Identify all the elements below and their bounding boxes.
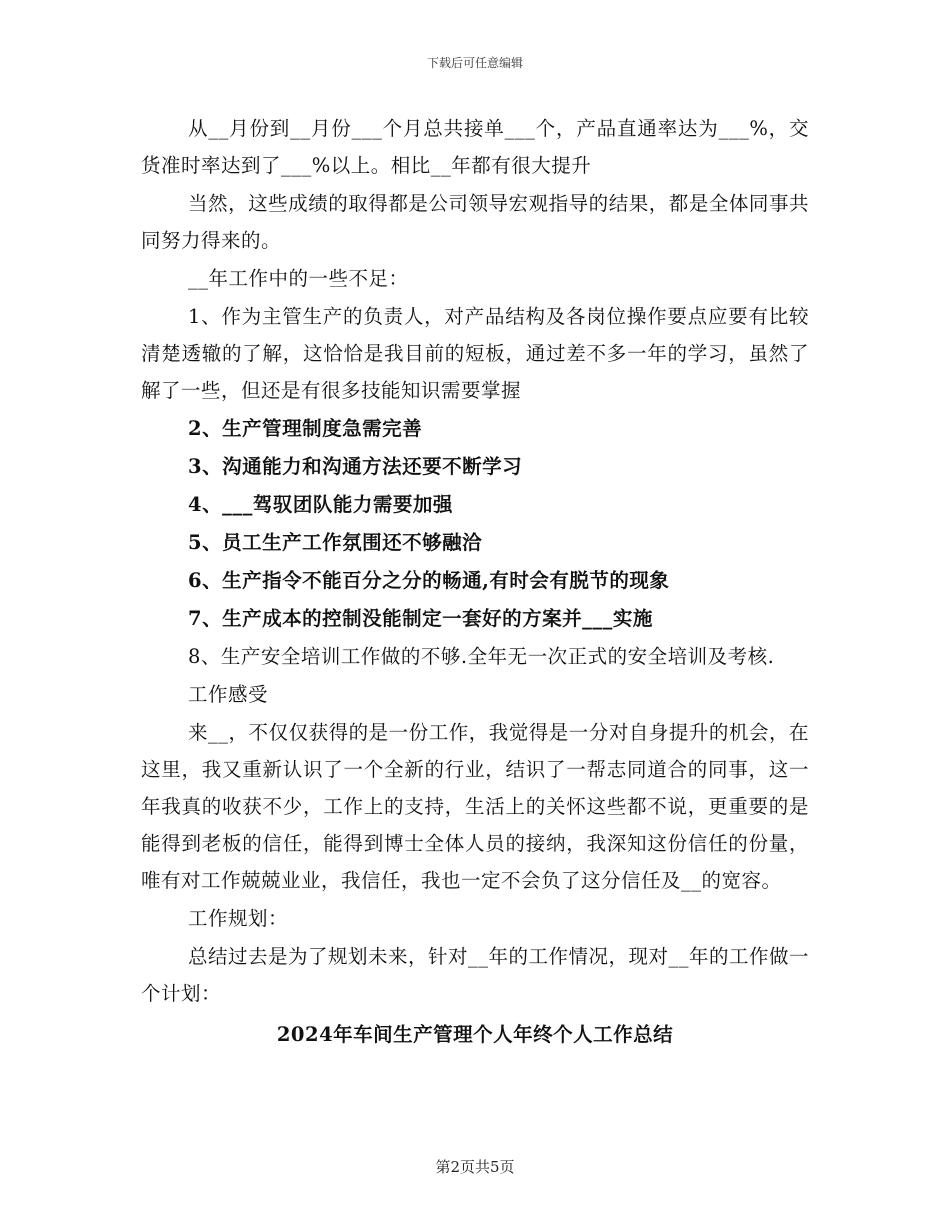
paragraph-9: 6、生产指令不能百分之分的畅通,有时会有脱节的现象 xyxy=(188,569,670,592)
document-title: 2024年车间生产管理个人年终个人工作总结 xyxy=(276,1023,674,1046)
paragraph-10: 7、生产成本的控制没能制定一套好的方案并___实施 xyxy=(188,607,653,630)
paragraph-3: __年工作中的一些不足： xyxy=(188,267,409,290)
paragraph-4: 1、作为主管生产的负责人，对产品结构及各岗位操作要点应要有比较清楚透辙的了解，这恰恰是我目前的短板，通过差不多一年的学习，虽然了解了一些，但还是有很多技能知识需要掌握 xyxy=(141,305,809,402)
paragraph-7: 4、___驾驭团队能力需要加强 xyxy=(188,493,453,516)
paragraph-8: 5、员工生产工作氛围还不够融洽 xyxy=(188,531,483,554)
page-header: 下载后可任意编辑 xyxy=(426,56,523,70)
document-body xyxy=(141,110,809,1054)
paragraph-6: 3、沟通能力和沟通方法还要不断学习 xyxy=(188,455,523,478)
paragraph-13: 来__，不仅仅获得的是一份工作，我觉得是一分对自身提升的机会，在这里，我又重新认识了一个全新的行业，结识了一帮志同道合的同事，这一年我真的收获不少，工作上的支持，生活上的关怀这些都不说，更重要的是能得到老板的信任，能得到博士全体人员的接纳，我深知这份信任的份量，唯有对工作兢兢业业，我信任，我也一定不会负了这分信任及__的宽容。 xyxy=(141,721,809,892)
paragraph-11: 8、生产安全培训工作做的不够.全年无一次正式的安全培训及考核. xyxy=(188,645,775,668)
paragraph-12: 工作感受 xyxy=(188,683,269,706)
paragraph-2: 当然，这些成绩的取得都是公司领导宏观指导的结果，都是全体同事共同努力得来的。 xyxy=(141,192,809,252)
paragraph-5: 2、生产管理制度急需完善 xyxy=(188,417,423,440)
paragraph-14: 工作规划： xyxy=(188,907,289,930)
paragraph-15: 总结过去是为了规划未来，针对__年的工作情况，现对__年的工作做一个计划： xyxy=(141,945,810,1005)
page-footer: 第2页共5页 xyxy=(435,1158,515,1176)
paragraph-1: 从__月份到__月份___个月总共接单___个，产品直通率达为___%，交货准时率达到了___%以上。相比__年都有很大提升 xyxy=(141,117,809,177)
